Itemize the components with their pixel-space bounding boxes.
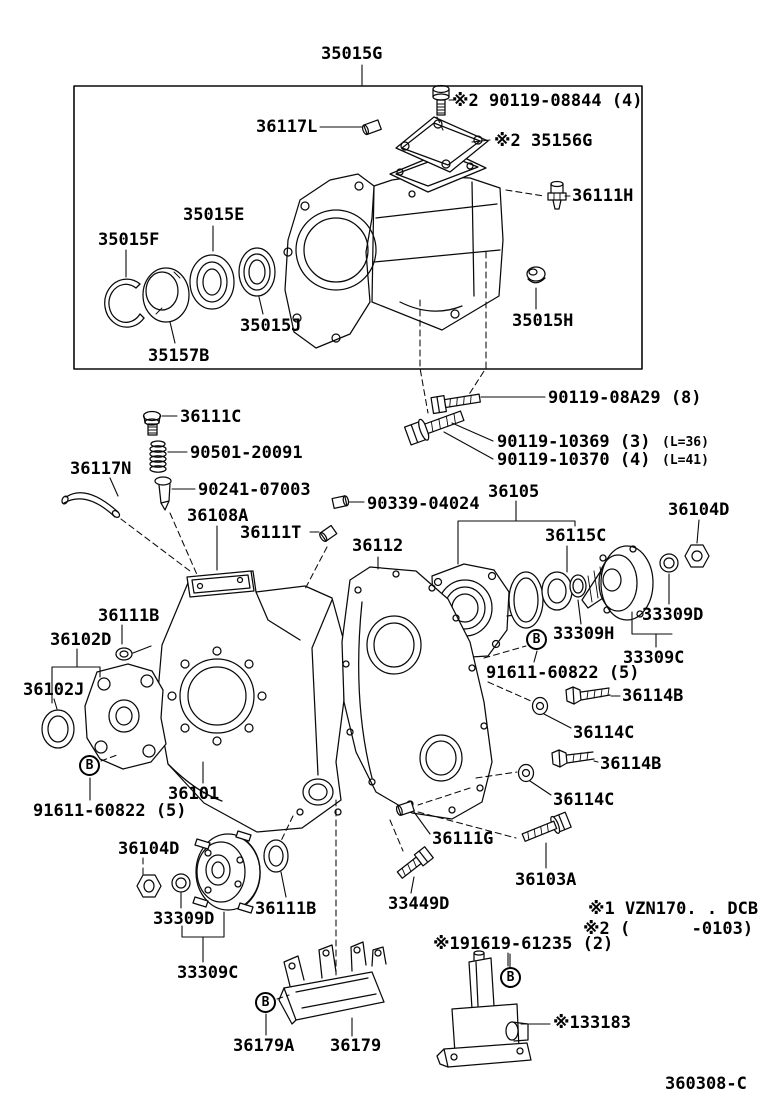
label-36115C: 36115C: [545, 526, 607, 546]
label-191619-61235: ※191619-61235 (2): [433, 934, 614, 954]
nut-36104D-bottom-drawing: [137, 875, 161, 897]
label-36111H: 36111H: [572, 186, 634, 206]
bolt-36103A-drawing: [520, 811, 571, 846]
label-90119-10370: 90119-10370 (4): [497, 450, 651, 470]
note-model-code: ※1 VZN170. . DCB: [588, 899, 759, 919]
marker-b-mount: B: [500, 967, 521, 988]
oring-gasket-drawing: [509, 572, 543, 628]
label-36117L: 36117L: [256, 117, 318, 137]
bracket-36179-drawing: [279, 942, 386, 1024]
bolt-90119-08A29-drawing: [431, 390, 481, 413]
nut-36111B-left-drawing: [116, 648, 132, 660]
label-90501-20091: 90501-20091: [190, 443, 303, 463]
snap-ring-35015F-drawing: [105, 279, 144, 327]
nut-36104D-right-drawing: [685, 545, 709, 567]
label-33309H: 33309H: [553, 624, 615, 644]
label-36111B-bottom: 36111B: [255, 899, 317, 919]
bearing-33309D-bottom-drawing: [172, 874, 190, 892]
label-35015F: 35015F: [98, 230, 160, 250]
retainer-36102-drawing: [85, 664, 166, 769]
washer-36114C-lower-drawing: [519, 765, 534, 782]
plug-35015H-drawing: [527, 267, 545, 283]
bolt-36114B-upper-drawing: [566, 687, 610, 704]
label-36102D: 36102D: [50, 630, 112, 650]
label-36179: 36179: [330, 1036, 382, 1056]
label-90339-04024: 90339-04024: [367, 494, 480, 514]
seal-35015J-drawing: [239, 248, 275, 296]
pin-36111T-drawing: [318, 525, 336, 542]
bearing-35015E-drawing: [190, 255, 234, 309]
label-36114B-lower: 36114B: [600, 754, 662, 774]
label-35157B: 35157B: [148, 346, 210, 366]
marker-b-bracket: B: [255, 992, 276, 1013]
drawing-number: 360308-C: [665, 1074, 747, 1094]
label-90119-10370-length: (L=41): [662, 453, 709, 468]
label-36114B-upper: 36114B: [622, 686, 684, 706]
seal-36111B-bottom-drawing: [264, 840, 288, 872]
label-36104D-bottom: 36104D: [118, 839, 180, 859]
seal-36102J-drawing: [42, 710, 74, 748]
spring-90501-20091-drawing: [150, 441, 166, 472]
label-33309D-bottom: 33309D: [153, 909, 215, 929]
bolt-36111C-drawing: [144, 412, 161, 436]
label-35015H: 35015H: [512, 311, 574, 331]
bolt-33449D-drawing: [396, 847, 434, 881]
label-36101: 36101: [168, 784, 220, 804]
ring-36115C-drawing: [542, 572, 572, 610]
seal-33309H-drawing: [570, 575, 586, 597]
label-36111T: 36111T: [240, 523, 302, 543]
label-90119-10369: 90119-10369 (3): [497, 432, 651, 452]
label-36117N: 36117N: [70, 459, 132, 479]
marker-b-left: B: [79, 755, 100, 776]
label-35015G: 35015G: [321, 44, 383, 64]
label-33449D: 33449D: [388, 894, 450, 914]
bolt-90119-08844-drawing: [433, 86, 449, 116]
label-90119-08A29: 90119-08A29 (8): [548, 388, 702, 408]
label-36103A: 36103A: [515, 870, 577, 890]
label-33309C-right: 33309C: [623, 648, 685, 668]
note-production-range: ※2 ( -0103): [583, 919, 754, 939]
label-133183: ※133183: [553, 1013, 631, 1033]
label-36114C-upper: 36114C: [573, 723, 635, 743]
label-36114C-lower: 36114C: [553, 790, 615, 810]
label-36104D-right: 36104D: [668, 500, 730, 520]
plug-90339-04024-drawing: [332, 495, 349, 508]
valve-90241-07003-drawing: [155, 477, 171, 510]
tube-36117N-drawing: [61, 493, 121, 519]
label-90119-10369-length: (L=36): [662, 435, 709, 450]
label-36105: 36105: [488, 482, 540, 502]
label-36111G: 36111G: [432, 829, 494, 849]
extension-housing-drawing: [284, 174, 503, 348]
pin-36117L-drawing: [361, 120, 381, 135]
label-36112: 36112: [352, 536, 404, 556]
label-36111C: 36111C: [180, 407, 242, 427]
label-35015J: 35015J: [240, 316, 302, 336]
label-33309D-right: 33309D: [642, 605, 704, 625]
label-90119-08844: ※2 90119-08844 (4): [452, 91, 643, 111]
label-91611-left: 91611-60822 (5): [33, 801, 187, 821]
label-36111B-left: 36111B: [98, 606, 160, 626]
washer-36114C-upper-drawing: [533, 698, 548, 715]
bolt-36114B-lower-drawing: [552, 750, 594, 767]
output-flange-bottom-drawing: [193, 831, 260, 913]
sensor-36111H-drawing: [548, 182, 566, 210]
label-35156G: ※2 35156G: [494, 131, 593, 151]
bearing-33309D-right-drawing: [660, 554, 678, 572]
label-36179A: 36179A: [233, 1036, 295, 1056]
race-35157B-drawing: [143, 268, 189, 322]
label-36108A: 36108A: [187, 506, 249, 526]
label-36102J: 36102J: [23, 680, 85, 700]
marker-b-right: B: [526, 629, 547, 650]
label-35015E: 35015E: [183, 205, 245, 225]
label-91611-right: 91611-60822 (5): [486, 663, 640, 683]
label-33309C-bottom: 33309C: [177, 963, 239, 983]
label-90241-07003: 90241-07003: [198, 480, 311, 500]
